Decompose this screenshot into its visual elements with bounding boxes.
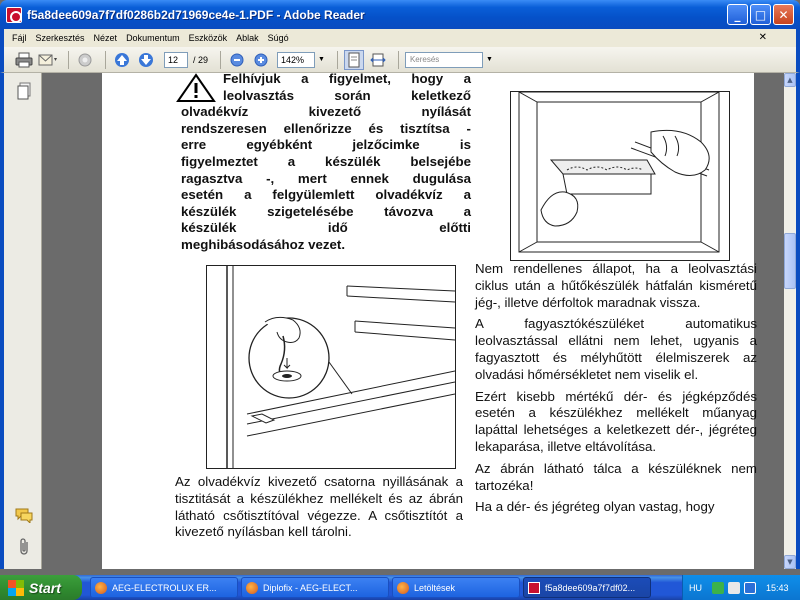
- network-icon[interactable]: [712, 582, 724, 594]
- security-icon[interactable]: [728, 582, 740, 594]
- paragraph-scraping: Ezért kisebb mértékű dér- és jégképződés esetén a készülékhez mellékelt műanyag lapáttal lehetséges a keletkezett dér-, jégréteg lekaparása, illetve eltávolítása.: [475, 388, 757, 454]
- warning-line: esetén a felgyülemlett olvadékvíz a: [181, 187, 471, 203]
- warning-line: ragasztva -, mert ennek dugulása: [181, 170, 471, 186]
- firefox-icon: [95, 582, 107, 594]
- firefox-icon: [246, 582, 258, 594]
- menu-bar: [0, 29, 800, 47]
- pages-panel-icon[interactable]: [14, 81, 34, 101]
- drain-cleaning-caption: Az olvadékvíz kivezető csatorna nyillásának a tisztitását a készülékhez mellékelt és az ábrán látható csőtisztítóval végezze. A csőtisztítót a kivezető nyílásban kell tárolni.: [175, 474, 463, 540]
- toolbar-separator: [398, 51, 399, 69]
- next-page-icon[interactable]: [136, 50, 156, 70]
- taskbar-item[interactable]: [90, 577, 238, 598]
- close-document-button[interactable]: ✕: [758, 32, 767, 43]
- zoom-out-icon[interactable]: [227, 50, 247, 70]
- firefox-icon: [397, 582, 409, 594]
- warning-line: készülék idő előtti: [181, 220, 471, 236]
- warning-line: Felhívjuk a figyelmet, hogy a: [223, 73, 471, 86]
- collaborate-icon[interactable]: [75, 50, 95, 70]
- minimize-button[interactable]: _: [727, 4, 748, 25]
- zoom-dropdown-icon[interactable]: ▼: [318, 56, 325, 63]
- paragraph-defrost-spots: Nem rendellenes állapot, ha a leolvasztási ciklus után a hűtőkészülék hátfalán kisméretű jég-, illetve dérfoltok maradnak vissza.: [475, 261, 757, 310]
- maximize-button[interactable]: □: [750, 4, 771, 25]
- previous-page-icon[interactable]: [112, 50, 132, 70]
- warning-line: figyelmeztet a készülék belsejébe: [181, 153, 471, 169]
- search-input[interactable]: Keresés: [405, 52, 483, 68]
- pdf-page: [102, 73, 757, 569]
- paragraph-tray-note: Az ábrán látható tálca a készüléknek nem tartozéka!: [475, 460, 757, 493]
- warning-line: rendszeresen ellenőrizze és tisztítsa -: [181, 120, 471, 136]
- warning-paragraph: [181, 73, 471, 254]
- toolbar-separator: [337, 51, 338, 69]
- fit-page-icon[interactable]: [344, 50, 364, 70]
- window-title: f5a8dee609a7f7df0286b2d71969ce4e-1.PDF - Adobe Reader: [27, 7, 365, 22]
- page-number-input[interactable]: 12: [164, 52, 188, 68]
- scroll-down-button[interactable]: ▼: [784, 555, 796, 569]
- paragraph-thick-ice: Ha a dér- és jégréteg olyan vastag, hogy: [475, 499, 715, 515]
- menu-help[interactable]: Súgó: [267, 33, 289, 43]
- language-indicator[interactable]: HU: [689, 582, 702, 593]
- warning-line: leolvasztás során keletkező: [223, 87, 471, 103]
- warning-line: készülék szigetelésébe távozva a: [181, 203, 471, 219]
- comments-panel-icon[interactable]: [14, 505, 34, 525]
- warning-line: erre egyébként jelzőcimke is: [181, 137, 471, 153]
- zoom-level-input[interactable]: 142%: [277, 52, 315, 68]
- taskbar-item-label: Diplofix - AEG-ELECT...: [263, 582, 358, 593]
- drain-cleaning-illustration: [206, 265, 456, 469]
- menu-tools[interactable]: Eszközök: [188, 33, 228, 43]
- window-controls: [727, 4, 794, 25]
- menu-window[interactable]: Ablak: [236, 33, 259, 43]
- warning-line: meghibásodásához vezet.: [181, 236, 346, 252]
- zoom-in-icon[interactable]: [251, 50, 271, 70]
- toolbar-separator: [68, 51, 69, 69]
- total-pages: / 29: [193, 54, 209, 65]
- toolbar-separator: [220, 51, 221, 69]
- menu-edit[interactable]: Szerkesztés: [35, 33, 85, 43]
- start-button[interactable]: [0, 575, 82, 600]
- taskbar: [0, 575, 800, 600]
- start-label: Start: [29, 579, 61, 596]
- navigation-pane: [0, 73, 42, 569]
- clock: 15:43: [766, 582, 789, 593]
- attachments-panel-icon[interactable]: [14, 537, 34, 557]
- paragraph-auto-defrost: A fagyasztókészüléket automatikus leolvasztással ellátni nem lehet, ugyanis a fagyasztott és mélyhűtött élelmiszerek az olvadási hőmérsékletet nem viselik el.: [475, 316, 757, 382]
- adobe-reader-icon: [528, 582, 540, 594]
- system-tray: [682, 575, 800, 600]
- print-icon[interactable]: [14, 50, 34, 70]
- menu-document[interactable]: Dokumentum: [126, 33, 180, 43]
- windows-logo-icon: [8, 580, 24, 596]
- close-button[interactable]: ✕: [773, 4, 794, 25]
- email-icon[interactable]: [38, 50, 58, 70]
- menu-view[interactable]: Nézet: [93, 33, 118, 43]
- taskbar-item[interactable]: [241, 577, 389, 598]
- menu-file[interactable]: Fájl: [12, 33, 27, 43]
- toolbar: [0, 47, 800, 73]
- warning-line: olvadékvíz kivezető nyílását: [181, 104, 471, 120]
- ice-scraping-illustration: [510, 91, 730, 261]
- scroll-thumb[interactable]: [784, 233, 796, 289]
- document-area[interactable]: [42, 73, 784, 569]
- taskbar-item-label: AEG-ELECTROLUX ER...: [112, 582, 217, 593]
- search-dropdown-icon[interactable]: ▼: [485, 56, 493, 63]
- fit-width-icon[interactable]: [368, 50, 388, 70]
- title-bar: [0, 0, 800, 29]
- toolbar-separator: [105, 51, 106, 69]
- taskbar-item-label: f5a8dee609a7f7df02...: [545, 582, 636, 593]
- right-column-text: [475, 261, 757, 521]
- adobe-reader-icon: [6, 7, 22, 23]
- taskbar-item[interactable]: [392, 577, 520, 598]
- vertical-scrollbar[interactable]: [784, 73, 800, 569]
- taskbar-item-label: Letöltések: [414, 582, 456, 593]
- update-icon[interactable]: [744, 582, 756, 594]
- scroll-up-button[interactable]: ▲: [784, 73, 796, 87]
- taskbar-item[interactable]: [523, 577, 651, 598]
